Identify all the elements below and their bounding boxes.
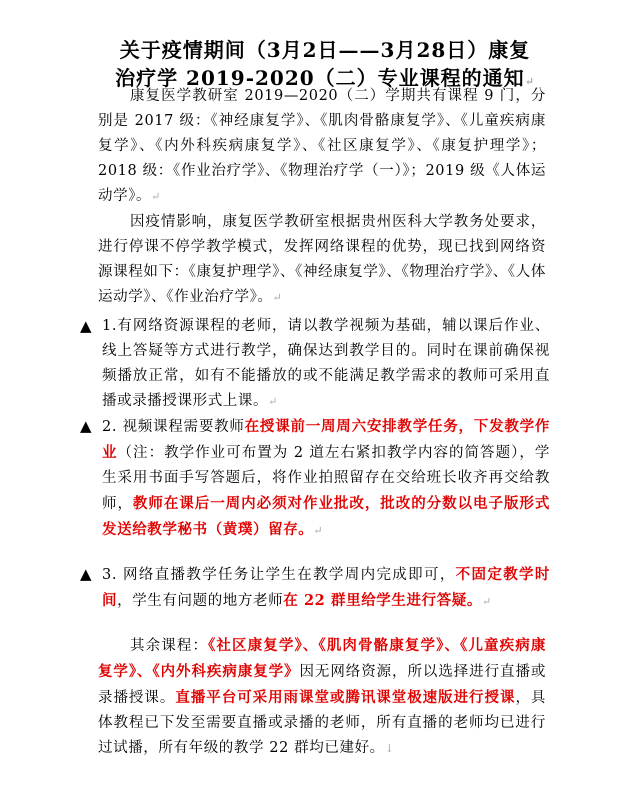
paragraph-mark-icon: ↵ [313, 524, 324, 537]
paragraph-mark-icon: ↵ [482, 595, 492, 608]
paragraph-2: 因疫情影响，康复医学教研室根据贵州医科大学教务处要求，进行停课不停学教学模式，发挥网络课程的优势，现已找到网络资源课程如下：《康复护理学》、《神经康复学》、《物理治疗学》、《人体运动学》、《作业治疗学》。↵ [98, 214, 546, 305]
triangle-bullet-icon: ▲ [80, 565, 93, 583]
title-line-1: 关于疫情期间（3月2日——3月28日）康复 [119, 38, 531, 62]
list-item: ▲ 3. 网络直播教学任务让学生在教学周内完成即可，不固定教学时间，学生有问题的地方老师在 22 群里给学生进行答疑。↵ [80, 562, 550, 614]
paragraph-mark-icon: ↵ [151, 190, 161, 203]
item-number: 3. [102, 567, 118, 583]
triangle-bullet-icon: ▲ [80, 417, 93, 435]
list-item: ▲ 2. 视频课程需要教师在授课前一周周六安排教学任务，下发教学作业（注：教学作业可布置为 2 道左右紧扣教学内容的简答题），学生采用书面手写答题后，将作业拍照留存在交给班长收齐再交给教师，教师在课后一周内必须对作业批改，批改的分数以电子版形式发送给教学秘书（黄璞）留存。↵ [80, 414, 550, 543]
paragraph-mark-icon: ↵ [524, 75, 535, 88]
intro-paragraph: 康复医学教研室 2019—2020（二）学期共有课程 9 门，分别是 2017 级：《神经康复学》、《肌肉骨骼康复学》、《儿童疾病康复学》、《内外科疾病康复学》、《社区康复学》、《康复护理学》；2018 级：《作业治疗学》、《物理治疗学（一）》；2019 级《人体运动学》。↵ [98, 88, 546, 204]
paragraph-mark-icon: ↵ [268, 395, 278, 408]
paragraph-mark-icon: ↵ [272, 291, 283, 304]
highlight-text: 在授课前一周周六安排教学任务，下发教学作业 [102, 418, 550, 461]
item-number: 2. [102, 419, 118, 435]
highlight-text: 不固定教学时间 [102, 566, 550, 609]
highlight-text: 《社区康复学》、《肌肉骨骼康复学》、《儿童疾病康复学》、《内外科疾病康复学》 [98, 637, 546, 680]
paragraph-3: 其余课程：《社区康复学》、《肌肉骨骼康复学》、《儿童疾病康复学》、《内外科疾病康复学》因无网络资源，所以选择进行直播或录播授课。直播平台可采用雨课堂或腾讯课堂极速版进行授课，具体教程已下发至需要直播或录播的老师，所有直播的老师均已进行过试播，所有年级的教学 22 群均已建好。↓ [98, 637, 547, 756]
title-line-2: 治疗学 2019-2020（二）专业课程的通知↵ [115, 66, 535, 90]
line-break-mark-icon: ↓ [384, 742, 395, 755]
list-item: ▲ 1.有网络资源课程的老师，请以教学视频为基础，辅以课后作业、线上答疑等方式进行教学，确保达到教学目的。同时在课前确保视频播放正常，如有不能播放的或不能满足教学需求的教师可采用直播或录播授课形式上课。↵ [80, 314, 550, 414]
highlight-text: 直播平台可采用雨课堂或腾讯课堂极速版进行授课 [175, 689, 516, 706]
highlight-text: 在 22 群里给学生进行答疑。 [283, 592, 482, 609]
item-number: 1. [102, 318, 118, 334]
triangle-bullet-icon: ▲ [80, 317, 93, 335]
highlight-text: 教师在课后一周内必须对作业批改，批改的分数以电子版形式发送给教学秘书（黄璞）留存。 [102, 495, 550, 538]
